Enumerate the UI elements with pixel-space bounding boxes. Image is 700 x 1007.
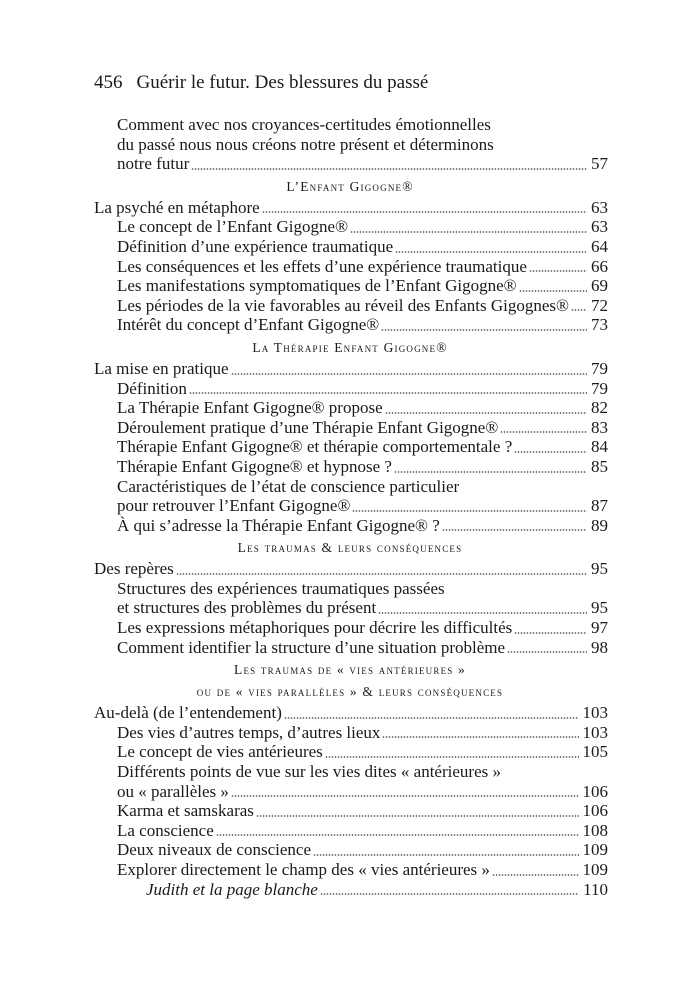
- toc-entry: [0, 257, 700, 277]
- section-heading: [0, 659, 700, 681]
- toc-entry: [0, 115, 700, 135]
- toc-entry-title: ou « parallèles »: [117, 781, 229, 801]
- toc-page-number: 103: [582, 703, 608, 723]
- dot-leader: [394, 471, 587, 473]
- dot-leader: [382, 736, 578, 738]
- dot-leader: [519, 290, 587, 292]
- toc-entry: [0, 840, 700, 860]
- toc-page-number: 95: [591, 598, 608, 618]
- dot-leader: [529, 270, 587, 272]
- toc-entry: [0, 237, 700, 257]
- toc-page-number: 97: [591, 618, 608, 638]
- toc-entry-title: Le concept de vies antérieures: [117, 742, 323, 762]
- section-heading-text: La Thérapie Enfant Gigogne®: [252, 339, 448, 355]
- toc-entry-title: La psyché en métaphore: [94, 197, 260, 217]
- toc-entry: [0, 618, 700, 638]
- toc-page-number: 63: [591, 197, 608, 217]
- section-heading: [0, 537, 700, 559]
- toc-page-number: 63: [591, 217, 608, 237]
- toc-entry-title: Comment identifier la structure d’une situation problème: [117, 637, 506, 657]
- toc-entry-title: Le concept de l’Enfant Gigogne®: [117, 217, 348, 237]
- dot-leader: [352, 510, 587, 512]
- dot-leader: [395, 251, 587, 253]
- toc-entry: [0, 703, 700, 723]
- toc-entry-title: Différents points de vue sur les vies dites « antérieures »: [117, 762, 501, 782]
- toc-page-number: 64: [591, 236, 608, 256]
- toc-page-number: 82: [591, 398, 608, 418]
- table-of-contents: [0, 115, 700, 899]
- dot-leader: [231, 373, 587, 375]
- toc-entry: [0, 154, 700, 174]
- toc-page-number: 106: [582, 801, 608, 821]
- toc-entry: [0, 496, 700, 516]
- section-heading: [0, 681, 700, 703]
- toc-entry-title: À qui s’adresse la Thérapie Enfant Gigogne® ?: [117, 515, 440, 535]
- toc-entry: [0, 296, 700, 316]
- section-heading: [0, 176, 700, 198]
- toc-entry-title: Des vies d’autres temps, d’autres lieux: [117, 722, 381, 742]
- toc-entry-title: Les expressions métaphoriques pour décrire les difficultés: [117, 618, 513, 638]
- toc-entry-title: Caractéristiques de l’état de conscience particulier: [117, 476, 460, 496]
- toc-entry-title: Explorer directement le champ des « vies antérieures »: [117, 860, 490, 879]
- toc-entry-title: Thérapie Enfant Gigogne® et hypnose ?: [117, 456, 392, 476]
- toc-page-number: 98: [591, 637, 608, 657]
- toc-entry: [0, 860, 700, 880]
- header-page-number: 456: [94, 72, 123, 93]
- toc-entry: [0, 638, 700, 658]
- toc-entry: [0, 135, 700, 155]
- toc-entry: [0, 579, 700, 599]
- toc-entry: [0, 217, 700, 237]
- toc-entry: [0, 276, 700, 296]
- dot-leader: [514, 632, 587, 634]
- toc-entry: [0, 418, 700, 438]
- toc-page-number: 69: [591, 276, 608, 296]
- dot-leader: [325, 756, 579, 758]
- toc-page-number: 108: [582, 820, 608, 840]
- toc-entry-title: Au-delà (de l’entendement): [94, 703, 282, 723]
- toc-entry-title: pour retrouver l’Enfant Gigogne®: [117, 496, 351, 516]
- toc-entry-title: Intérêt du concept d’Enfant Gigogne®: [117, 315, 380, 335]
- toc-page-number: 110: [583, 879, 608, 899]
- toc-entry: [0, 457, 700, 477]
- dot-leader: [284, 717, 579, 719]
- toc-entry-title: La mise en pratique: [94, 358, 229, 378]
- toc-page-number: 83: [591, 417, 608, 437]
- toc-entry: [0, 398, 700, 418]
- toc-page-number: 105: [582, 742, 608, 762]
- toc-entry-title: Comment avec nos croyances-certitudes émotionnelles: [117, 115, 491, 134]
- dot-leader: [176, 573, 587, 575]
- dot-leader: [191, 168, 587, 170]
- toc-entry: [0, 559, 700, 579]
- toc-entry-title: Définition: [117, 378, 187, 398]
- toc-entry: [0, 801, 700, 821]
- toc-entry-title: Déroulement pratique d’une Thérapie Enfant Gigogne®: [117, 417, 499, 437]
- toc-page-number: 66: [591, 256, 608, 276]
- section-heading-text: Les traumas & leurs conséquences: [237, 540, 463, 556]
- dot-leader: [500, 431, 587, 433]
- section-heading: [0, 337, 700, 359]
- toc-entry-title: Thérapie Enfant Gigogne® et thérapie comportementale ?: [117, 437, 513, 457]
- toc-entry: [0, 198, 700, 218]
- toc-page-number: 85: [591, 456, 608, 476]
- dot-leader: [507, 651, 587, 653]
- toc-entry: [0, 477, 700, 497]
- dot-leader: [378, 612, 587, 614]
- toc-entry-title: Les conséquences et les effets d’une expérience traumatique: [117, 256, 527, 276]
- toc-page-number: 109: [582, 840, 608, 860]
- toc-page-number: 79: [591, 358, 608, 378]
- toc-entry: [0, 880, 700, 900]
- toc-page-number: 79: [591, 378, 608, 398]
- dot-leader: [350, 231, 587, 233]
- toc-entry-title: La Thérapie Enfant Gigogne® propose: [117, 398, 383, 418]
- toc-entry: [0, 437, 700, 457]
- dot-leader: [313, 854, 579, 856]
- toc-entry: [0, 598, 700, 618]
- dot-leader: [216, 834, 579, 836]
- toc-page-number: 89: [591, 515, 608, 535]
- toc-entry-title: et structures des problèmes du présent: [117, 598, 377, 618]
- dot-leader: [442, 529, 587, 531]
- dot-leader: [492, 874, 579, 876]
- toc-entry-title: Structures des expériences traumatiques passées: [117, 578, 445, 598]
- toc-page-number: 73: [591, 315, 608, 335]
- toc-entry-title: Judith et la page blanche: [146, 879, 318, 899]
- toc-entry: [0, 742, 700, 762]
- dot-leader: [189, 392, 587, 394]
- toc-entry-title: du passé nous nous créons notre présent et déterminons: [117, 134, 494, 154]
- toc-entry-title: Karma et samskaras: [117, 801, 254, 821]
- toc-entry: [0, 762, 700, 782]
- toc-entry-title: La conscience: [117, 820, 214, 840]
- dot-leader: [231, 795, 579, 797]
- dot-leader: [256, 815, 579, 817]
- toc-entry-title: Les périodes de la vie favorables au réveil des Enfants Gigognes®: [117, 295, 569, 315]
- toc-entry-title: notre futur: [117, 154, 190, 174]
- dot-leader: [262, 211, 587, 213]
- toc-page-number: 95: [591, 559, 608, 579]
- toc-page-number: 106: [582, 781, 608, 801]
- page-header: [94, 72, 428, 94]
- toc-page-number: 84: [591, 437, 608, 457]
- dot-leader: [514, 451, 587, 453]
- toc-entry-title: Deux niveaux de conscience: [117, 840, 311, 860]
- toc-entry-title: Les manifestations symptomatiques de l’Enfant Gigogne®: [117, 276, 517, 296]
- toc-entry: [0, 516, 700, 536]
- section-heading-text: L’Enfant Gigogne®: [286, 178, 414, 194]
- toc-entry: [0, 723, 700, 743]
- toc-entry: [0, 379, 700, 399]
- dot-leader: [385, 412, 587, 414]
- toc-page-number: 109: [582, 860, 608, 879]
- toc-page-number: 103: [582, 722, 608, 742]
- toc-page-number: 87: [591, 496, 608, 516]
- toc-entry: [0, 782, 700, 802]
- toc-entry-title: Définition d’une expérience traumatique: [117, 236, 394, 256]
- dot-leader: [571, 309, 587, 311]
- section-heading-text: Les traumas de « vies antérieures »: [234, 662, 466, 678]
- toc-entry: [0, 821, 700, 841]
- toc-entry: [0, 359, 700, 379]
- header-title: Guérir le futur. Des blessures du passé: [136, 72, 429, 93]
- toc-entry: [0, 315, 700, 335]
- toc-page-number: 72: [591, 295, 608, 315]
- dot-leader: [381, 329, 587, 331]
- toc-page-number: 57: [591, 154, 608, 174]
- section-heading-text: ou de « vies parallèles » & leurs conséquences: [196, 684, 504, 700]
- toc-entry-title: Des repères: [94, 559, 174, 579]
- dot-leader: [320, 893, 579, 895]
